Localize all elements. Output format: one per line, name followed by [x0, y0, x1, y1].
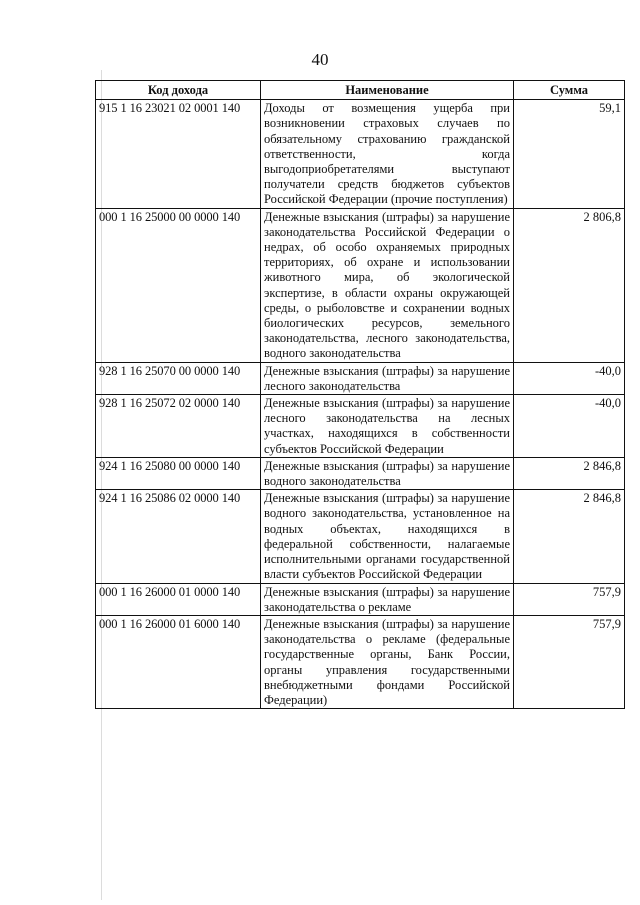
income-code: 000 1 16 26000 01 0000 140 — [96, 583, 261, 615]
revenue-table — [95, 80, 625, 709]
header-code: Код дохода — [96, 81, 261, 100]
header-sum: Сумма — [514, 81, 625, 100]
table-row — [96, 490, 625, 583]
table-row — [96, 362, 625, 394]
page-number: 40 — [311, 50, 329, 69]
table-row — [96, 208, 625, 362]
income-code: 000 1 16 25000 00 0000 140 — [96, 208, 261, 362]
income-name: Денежные взыскания (штрафы) за нарушение водного законодательства — [261, 457, 514, 489]
income-code: 924 1 16 25080 00 0000 140 — [96, 457, 261, 489]
income-sum: 757,9 — [514, 583, 625, 615]
income-name: Денежные взыскания (штрафы) за нарушение законодательства Российской Федерации о недрах, об особо охраняемых природных территориях, об охране и использовании животного мира, об экологической экспертизе, в области охраны окружающей среды, о рыболовстве и сохранении водных биологических ресурсов, земельного законодательства, лесного законодательства, водного законодательства — [261, 208, 514, 362]
income-sum: 2 846,8 — [514, 490, 625, 583]
table-header-row — [96, 81, 625, 100]
income-sum: -40,0 — [514, 362, 625, 394]
income-sum: 2 846,8 — [514, 457, 625, 489]
income-name: Денежные взыскания (штрафы) за нарушение законодательства о рекламе (федеральные государственные органы, Банк России, органы управления государственными внебюджетными фондами Российской Федерации) — [261, 615, 514, 708]
income-code: 928 1 16 25072 02 0000 140 — [96, 395, 261, 458]
income-name: Доходы от возмещения ущерба при возникновении страховых случаев по обязательному страхованию гражданской ответственности, когда выгодоприобретателями выступают получатели средств бюджетов субъектов Российской Федерации (прочие поступления) — [261, 100, 514, 208]
income-sum: 757,9 — [514, 615, 625, 708]
income-name: Денежные взыскания (штрафы) за нарушение законодательства о рекламе — [261, 583, 514, 615]
table-row — [96, 615, 625, 708]
income-code: 924 1 16 25086 02 0000 140 — [96, 490, 261, 583]
table-row — [96, 395, 625, 458]
income-sum: 59,1 — [514, 100, 625, 208]
income-name: Денежные взыскания (штрафы) за нарушение лесного законодательства на лесных участках, находящихся в собственности субъектов Российской Федерации — [261, 395, 514, 458]
table-row — [96, 100, 625, 208]
income-code: 000 1 16 26000 01 6000 140 — [96, 615, 261, 708]
income-sum: 2 806,8 — [514, 208, 625, 362]
header-name: Наименование — [261, 81, 514, 100]
income-sum: -40,0 — [514, 395, 625, 458]
income-name: Денежные взыскания (штрафы) за нарушение лесного законодательства — [261, 362, 514, 394]
income-code: 915 1 16 23021 02 0001 140 — [96, 100, 261, 208]
income-code: 928 1 16 25070 00 0000 140 — [96, 362, 261, 394]
table-row — [96, 583, 625, 615]
table-row — [96, 457, 625, 489]
income-name: Денежные взыскания (штрафы) за нарушение водного законодательства, установленное на водных объектах, находящихся в федеральной собственности, налагаемые исполнительными органами государственной власти субъектов Российской Федерации — [261, 490, 514, 583]
